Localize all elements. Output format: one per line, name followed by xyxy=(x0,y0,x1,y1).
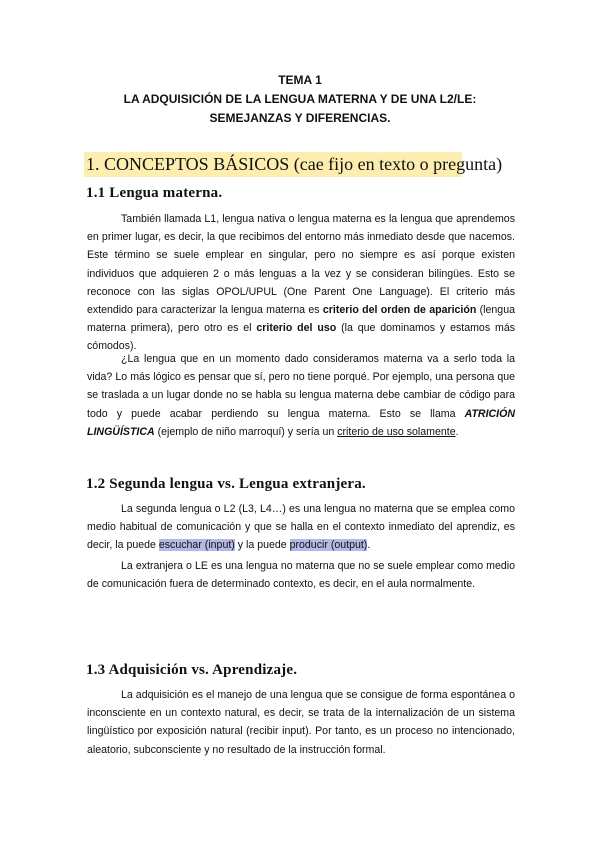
text-run: (la que dominamos y estamos más cómodos). xyxy=(87,322,516,353)
text-run: ¿La lengua que en un momento dado consideramos materna va a serlo toda la vida? Lo más lógico es pensar que sí, pero no tiene porqué. Por ejemplo, una persona que se traslada a un lugar donde no se habla su lengua materna debe cambiar de código para todo y puede acabar perdiendo su lengua materna. Esto se llama xyxy=(87,353,515,420)
text-run: . xyxy=(367,539,371,552)
paragraph-lengua-materna-2 xyxy=(87,350,515,441)
highlighted-term: producir (output) xyxy=(289,539,368,552)
bold-term: criterio del uso xyxy=(256,322,337,335)
text-run: La segunda lengua o L2 (L3, L4…) es una lengua no materna que se emplea como medio habitual de comunicación y que se halla en el contexto inmediato del aprendiz, es decir, la puede xyxy=(87,503,515,552)
text-run: (ejemplo de niño marroquí) y sería un xyxy=(154,425,338,438)
paragraph-adquisicion: La adquisición es el manejo de una lengua que se consigue de forma espontánea o inconsciente en un contexto natural, es decir, se trata de la internalización de un sistema lingüístico por exposición natural (recibir input). Por tanto, es un proceso no intencionado, aleatorio, subconsciente y no resultado de la instrucción formal. xyxy=(87,689,515,756)
section-1-heading: 1. CONCEPTOS BÁSICOS (cae fijo en texto o pregunta) xyxy=(84,152,462,177)
paragraph-lengua-extranjera: La extranjera o LE es una lengua no materna que no se suele emplear como medio de comunicación fuera de determinado contexto, es decir, en el aula normalmente. xyxy=(87,560,515,591)
text-run: También llamada L1, lengua nativa o lengua materna es la lengua que aprendemos en primer lugar, es decir, la que recibimos del entorno más inmediato desde que nacemos. Este término se suele emplear en singular, pero no siempre es así porque existen individuos que adquieren 2 o más lenguas a la vez y se consideran bilingües. Esto se reconoce con las siglas OPOL/UPUL (One Parent One Language). El criterio más extendido para caracterizar la lengua materna es xyxy=(87,213,515,317)
text-run: y la puede xyxy=(234,539,290,552)
underlined-term: criterio de uso solamente xyxy=(337,425,456,438)
highlighted-term: escuchar (input) xyxy=(158,539,235,552)
title-line-3: SEMEJANZAS Y DIFERENCIAS. xyxy=(209,111,391,125)
text-run: . xyxy=(455,425,459,438)
paragraph-segunda-lengua xyxy=(87,500,515,555)
section-1-3-heading: 1.3 Adquisición vs. Aprendizaje. xyxy=(86,662,298,678)
document-title xyxy=(0,71,600,128)
bold-term: criterio del orden de aparición xyxy=(322,304,477,317)
title-line-1: TEMA 1 xyxy=(278,73,322,87)
section-1-2-heading: 1.2 Segunda lengua vs. Lengua extranjera. xyxy=(86,476,366,492)
section-1-1-heading: 1.1 Lengua materna. xyxy=(86,185,223,201)
title-line-2: LA ADQUISICIÓN DE LA LENGUA MATERNA Y DE UNA L2/LE: xyxy=(123,92,477,106)
paragraph-lengua-materna-1 xyxy=(87,210,515,356)
text-run: (lengua materna primera), pero otro es el xyxy=(87,304,515,335)
bold-italic-term: ATRICIÓN LINGÜÍSTICA xyxy=(87,407,515,438)
